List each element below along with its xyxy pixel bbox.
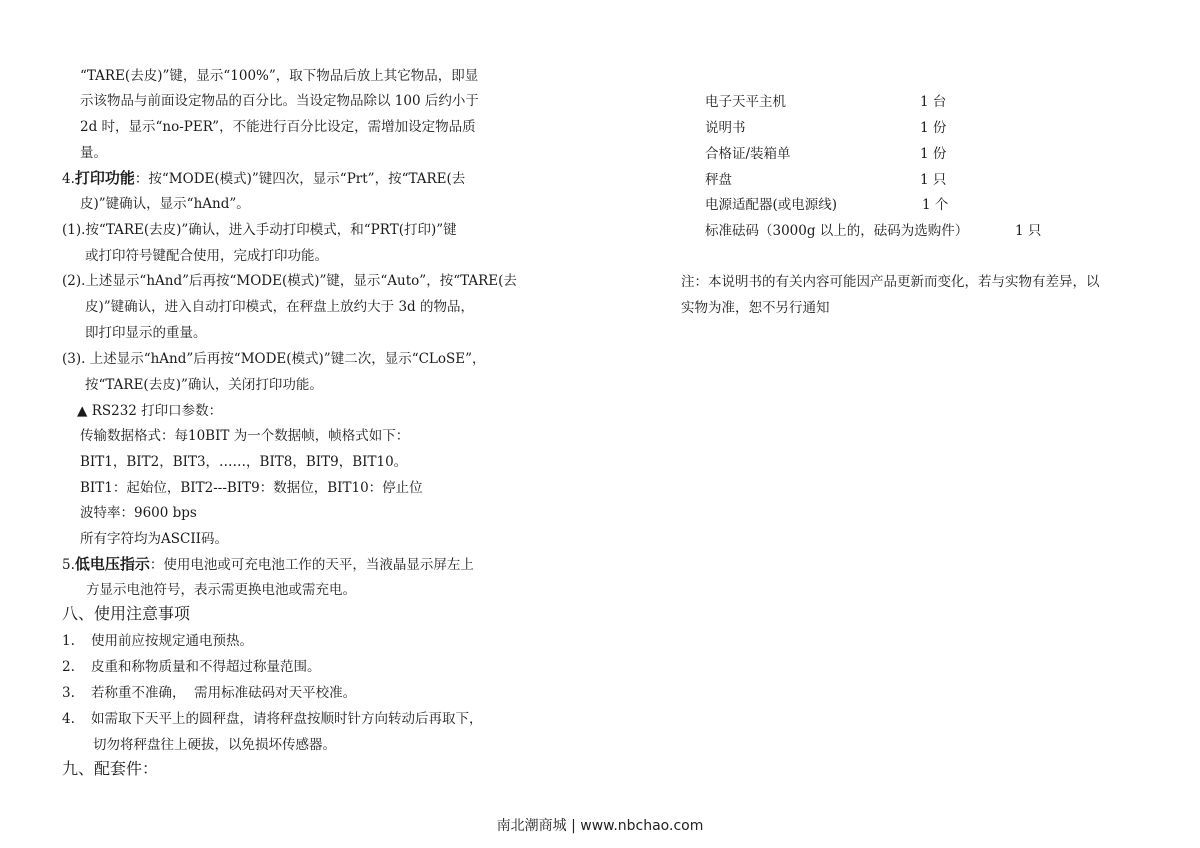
item-title: 低电压指示 [74,555,150,573]
list-item-number: 4. [62,711,75,727]
accessory-qty: 1 台 [920,94,947,110]
list-item-number: 2. [62,659,75,675]
accessory-name: 说明书 [705,120,746,136]
rs232-line: BIT1，BIT2，BIT3，……，BIT8，BIT9，BIT10。 [80,454,408,470]
paragraph-line: 量。 [80,145,107,161]
accessory-qty: 1 只 [920,172,947,188]
triangle-icon: ▲ [77,403,88,419]
footer-watermark: 南北潮商城 | www.nbchao.com [496,818,704,834]
paragraph-line: 2d 时，显示“no-PER”，不能进行百分比设定，需增加设定物品质 [80,119,476,135]
item-number: 4. [62,171,75,187]
accessory-name: 合格证/装箱单 [705,146,791,162]
list-item-continuation: 切勿将秤盘往上硬拔，以免损坏传感器。 [93,737,336,753]
list-item-number: 3. [62,685,75,701]
item-number: 5. [62,557,75,573]
accessory-qty: 1 个 [922,197,949,213]
item-4-heading [62,169,465,188]
list-item-number: 1. [62,633,75,649]
rs232-title: RS232 打印口参数： [91,403,223,419]
note-line: 实物为准，恕不另行通知 [681,300,830,316]
paragraph-line: 示该物品与前面设定物品的百分比。当设定物品除以 100 后约小于 [80,93,479,109]
rs232-line: 波特率：9600 bps [80,505,197,521]
accessory-name: 电子天平主机 [705,94,786,110]
list-item: 皮重和称物质量和不得超过称量范围。 [91,659,321,675]
list-item: 如需取下天平上的圆秤盘，请将秤盘按顺时针方向转动后再取下， [91,711,483,727]
note-line: 注：本说明书的有关内容可能因产品更新而变化，若与实物有差异，以 [681,274,1100,290]
rs232-heading [77,402,222,420]
paragraph-line: 方显示电池符号，表示需更换电池或需充电。 [86,582,356,598]
paragraph-line: 皮)”键确认，进入自动打印模式，在秤盘上放约大于 3d 的物品， [85,299,474,315]
paragraph-line: 即打印显示的重量。 [85,325,207,341]
item-title: 打印功能 [74,169,135,187]
paragraph-line: 皮)”键确认，显示“hAnd”。 [80,196,250,212]
paragraph-line: 或打印符号键配合使用，完成打印功能。 [85,248,328,264]
sub-item-3: (3). 上述显示“hAnd”后再按“MODE(模式)”键二次，显示“CLoSE”， [62,351,486,367]
list-item: 使用前应按规定通电预热。 [91,633,253,649]
accessory-name: 电源适配器(或电源线) [705,197,838,213]
accessory-qty: 1 份 [920,146,947,162]
sub-item-2: (2).上述显示“hAnd”后再按“MODE(模式)”键，显示“Auto”，按“TARE(去 [62,273,517,289]
accessory-name: 标准砝码（3000g 以上的，砝码为选购件） [705,223,969,239]
sub-item-1: (1).按“TARE(去皮)”确认，进入手动打印模式，和“PRT(打印)”键 [62,222,457,238]
rs232-line: 传输数据格式：每10BIT 为一个数据帧，帧格式如下： [80,428,410,444]
accessory-qty: 1 只 [1015,223,1042,239]
section-8-title: 八、使用注意事项 [62,604,191,623]
list-item: 若称重不准确， 需用标准砝码对天平校准。 [91,685,357,701]
item-text: ：使用电池或可充电池工作的天平，当液晶显示屏左上 [149,557,474,573]
accessory-qty: 1 份 [920,120,947,136]
rs232-line: 所有字符均为ASCII码。 [80,531,228,547]
item-5-heading [62,555,474,574]
paragraph-line: “TARE(去皮)”键，显示“100%”，取下物品后放上其它物品，即显 [80,68,479,84]
item-text: ：按“MODE(模式)”键四次，显示“Prt”，按“TARE(去 [134,171,466,187]
rs232-line: BIT1：起始位，BIT2---BIT9：数据位，BIT10：停止位 [80,480,423,496]
accessory-name: 秤盘 [705,172,732,188]
section-9-title: 九、配套件： [62,759,159,778]
paragraph-line: 按“TARE(去皮)”确认，关闭打印功能。 [85,377,323,393]
